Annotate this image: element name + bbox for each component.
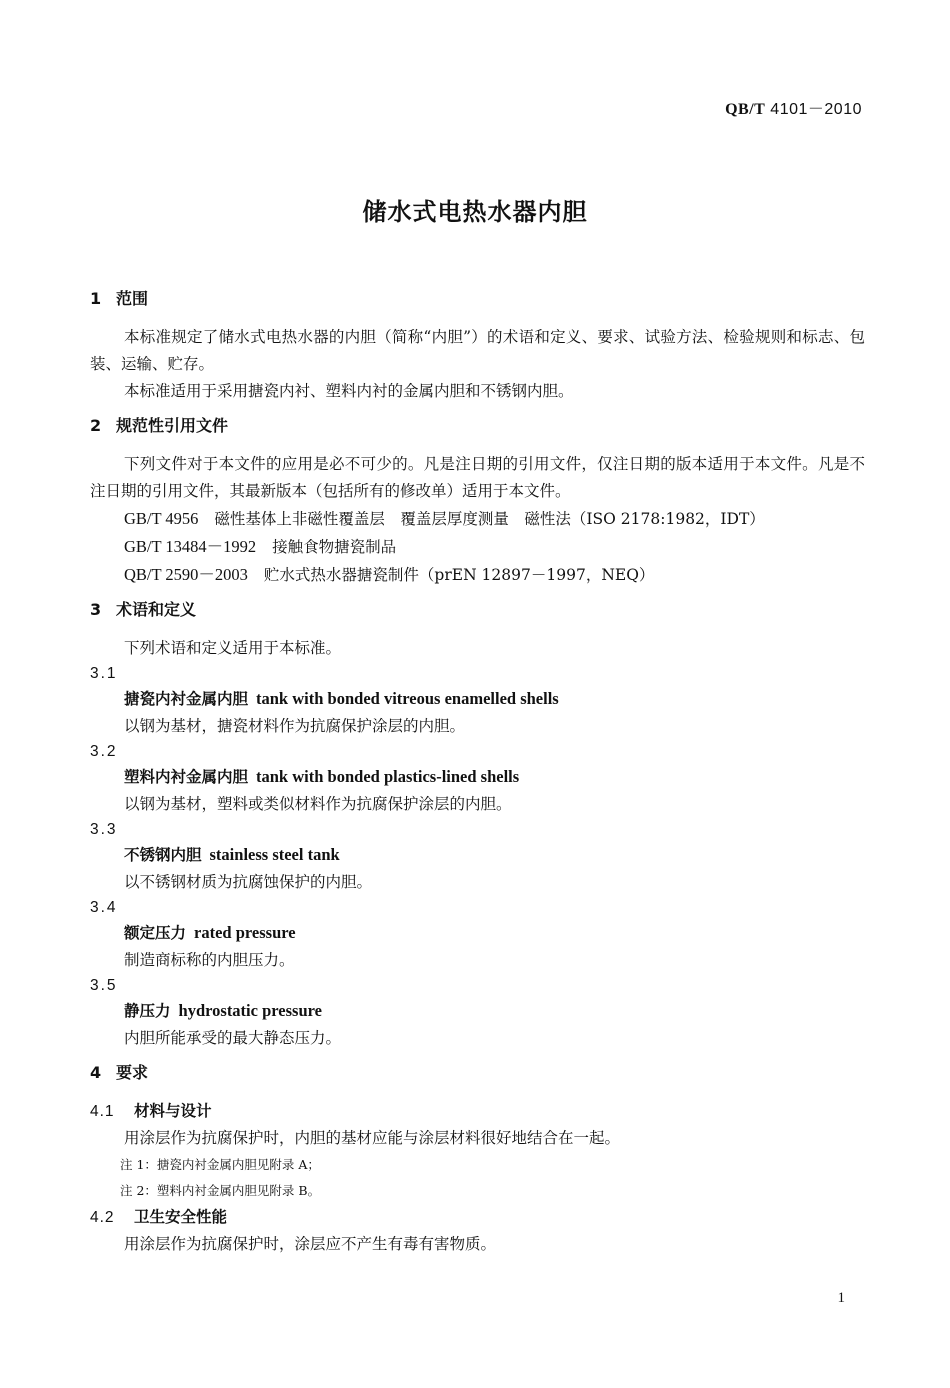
- reference-title: 磁性基体上非磁性覆盖层 覆盖层厚度测量 磁性法（ISO 2178:1982，IDT）: [214, 510, 765, 528]
- subsection-4-1-paragraph: 用涂层作为抗腐保护时，内胆的基材应能与涂层材料很好地结合在一起。: [124, 1129, 621, 1147]
- term-number: 3.1: [90, 665, 118, 682]
- section-title: 要求: [116, 1063, 149, 1082]
- term-english: tank with bonded vitreous enamelled shells: [256, 689, 559, 708]
- section-number: 4: [90, 1063, 102, 1082]
- normative-reference: [90, 505, 865, 533]
- section-number: 2: [90, 416, 102, 435]
- term-definition: 以钢为基材，搪瓷材料作为抗腐保护涂层的内胆。: [124, 717, 466, 735]
- section-1-paragraph-1: 本标准规定了储水式电热水器的内胆（简称“内胆”）的术语和定义、要求、试验方法、检验规则和标志、包装、运输、贮存。: [90, 328, 865, 373]
- term-chinese: 不锈钢内胆: [124, 846, 202, 864]
- normative-reference: [90, 533, 865, 561]
- document-title: 储水式电热水器内胆: [362, 198, 588, 226]
- document-body: [90, 286, 865, 1258]
- section-number: 3: [90, 600, 102, 619]
- section-title: 规范性引用文件: [116, 416, 229, 435]
- note-2: 注 2：塑料内衬金属内胆见附录 B。: [120, 1183, 321, 1198]
- section-2-paragraph-1: 下列文件对于本文件的应用是必不可少的。凡是注日期的引用文件，仅注日期的版本适用于本文件。凡是不注日期的引用文件，其最新版本（包括所有的修改单）适用于本文件。: [90, 455, 865, 500]
- term-number: 3.4: [90, 899, 118, 916]
- term-number: 3.5: [90, 977, 118, 994]
- subsection-4-1-heading: [90, 1098, 865, 1125]
- reference-title: 贮水式热水器搪瓷制件（prEN 12897－1997，NEQ）: [263, 566, 655, 584]
- section-title: 范围: [116, 289, 149, 308]
- section-4-heading: [90, 1060, 865, 1086]
- section-number: 1: [90, 289, 102, 308]
- standard-prefix: QB/T: [725, 101, 766, 118]
- standard-number: 4101－2010: [770, 101, 862, 118]
- subsection-title: 材料与设计: [134, 1102, 212, 1120]
- section-1-paragraph-2: 本标准适用于采用搪瓷内衬、塑料内衬的金属内胆和不锈钢内胆。: [124, 382, 574, 400]
- term-heading: [90, 764, 865, 791]
- term-definition: 制造商标称的内胆压力。: [124, 951, 295, 969]
- term-definition: 内胆所能承受的最大静态压力。: [124, 1029, 342, 1047]
- normative-reference: [90, 561, 865, 589]
- subsection-4-2-paragraph: 用涂层作为抗腐保护时，涂层应不产生有毒有害物质。: [124, 1235, 497, 1253]
- term-number: 3.2: [90, 743, 118, 760]
- term-heading: [90, 998, 865, 1025]
- subsection-number: 4.1: [90, 1103, 115, 1120]
- standard-code: [725, 96, 862, 119]
- section-1-heading: [90, 286, 865, 312]
- section-3-heading: [90, 597, 865, 623]
- subsection-number: 4.2: [90, 1209, 115, 1226]
- section-title: 术语和定义: [116, 600, 197, 619]
- note-1: 注 1：搪瓷内衬金属内胆见附录 A；: [120, 1157, 320, 1172]
- term-heading: [90, 842, 865, 869]
- page-number: 1: [837, 1290, 845, 1306]
- term-definition: 以钢为基材，塑料或类似材料作为抗腐保护涂层的内胆。: [124, 795, 512, 813]
- term-chinese: 搪瓷内衬金属内胆: [124, 690, 249, 708]
- term-english: rated pressure: [194, 923, 296, 942]
- term-english: tank with bonded plastics-lined shells: [256, 767, 520, 786]
- term-english: stainless steel tank: [209, 845, 340, 864]
- subsection-title: 卫生安全性能: [134, 1208, 228, 1226]
- reference-id: GB/T 13484－1992: [124, 537, 257, 556]
- term-number: 3.3: [90, 821, 118, 838]
- subsection-4-2-heading: [90, 1204, 865, 1231]
- reference-id: GB/T 4956: [124, 509, 199, 528]
- term-chinese: 额定压力: [124, 924, 187, 942]
- reference-id: QB/T 2590－2003: [124, 565, 248, 584]
- term-heading: [90, 686, 865, 713]
- term-heading: [90, 920, 865, 947]
- term-chinese: 静压力: [124, 1002, 171, 1020]
- term-english: hydrostatic pressure: [178, 1001, 322, 1020]
- term-definition: 以不锈钢材质为抗腐蚀保护的内胆。: [124, 873, 373, 891]
- section-2-heading: [90, 413, 865, 439]
- term-chinese: 塑料内衬金属内胆: [124, 768, 249, 786]
- section-3-intro: 下列术语和定义适用于本标准。: [124, 639, 342, 657]
- reference-title: 接触食物搪瓷制品: [272, 538, 397, 556]
